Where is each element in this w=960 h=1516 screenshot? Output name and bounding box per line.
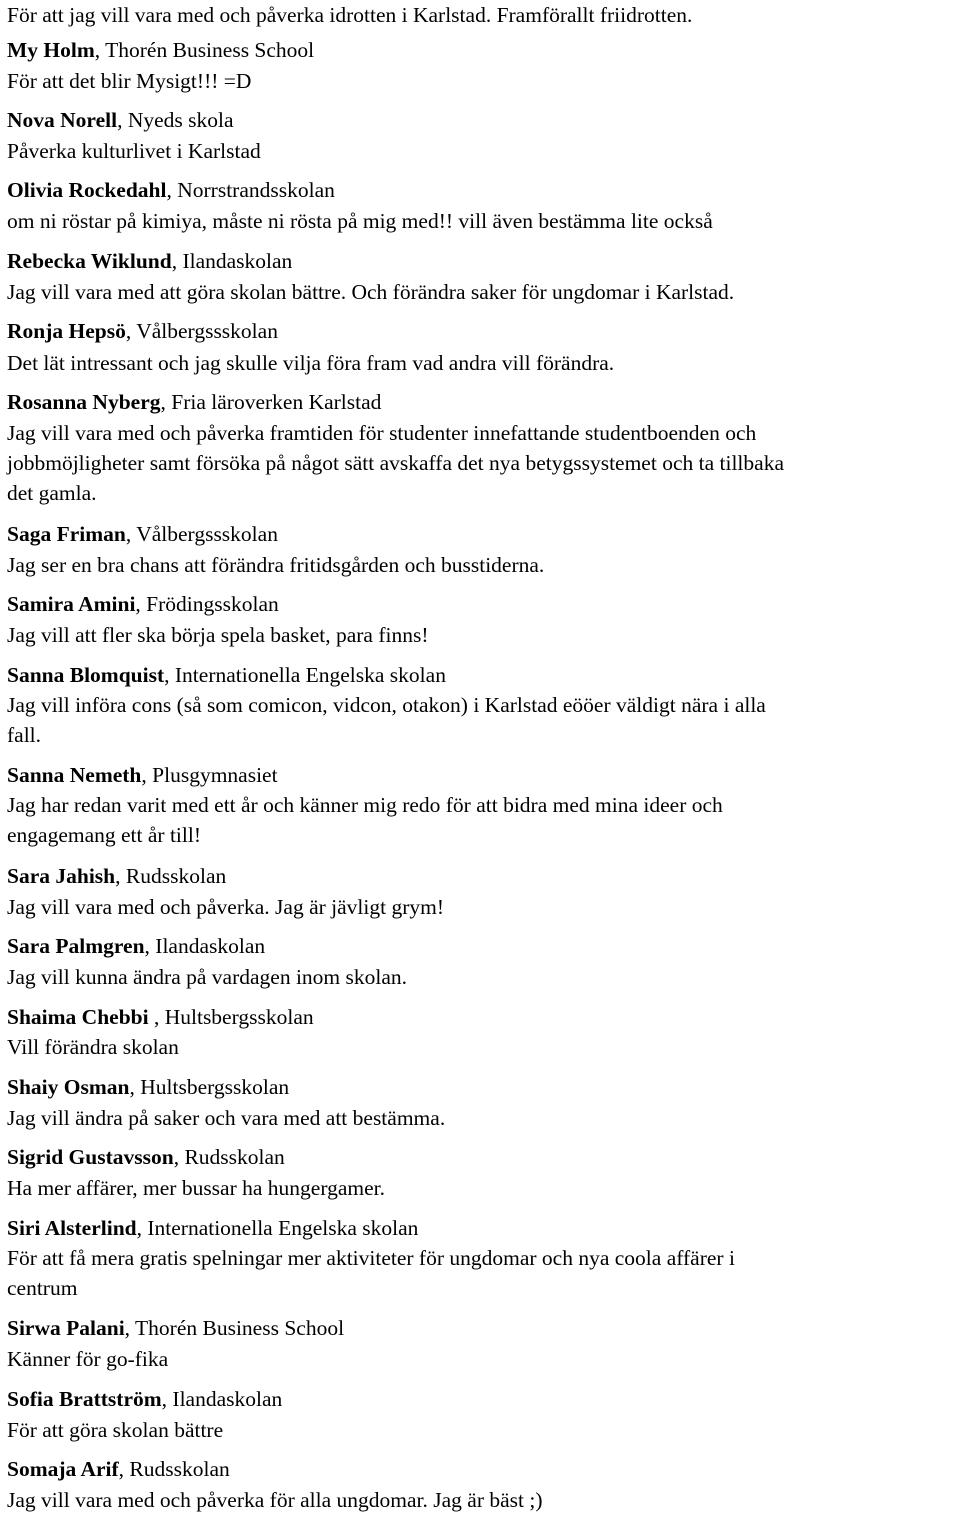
school-name: , Vålbergssskolan [125, 319, 278, 343]
motivation-text: engagemang ett år till! [7, 823, 202, 847]
candidate-name: Olivia Rockedahl [7, 178, 167, 202]
motivation-text: fall. [7, 723, 42, 747]
candidate-name: Samira Amini [7, 592, 136, 616]
school-name: , Vålbergssskolan [125, 522, 278, 546]
school-name: , Fria läroverken Karlstad [160, 390, 382, 414]
candidate-name: Sigrid Gustavsson [7, 1145, 174, 1169]
entry-header [7, 1313, 344, 1343]
motivation-text: För att göra skolan bättre [7, 1418, 224, 1442]
entry-header [7, 105, 234, 135]
candidate-name: Sara Palmgren [7, 934, 145, 958]
school-name: , Plusgymnasiet [141, 763, 278, 787]
school-name: , Hultsbergsskolan [148, 1005, 314, 1029]
motivation-text: Jag vill införa cons (så som comicon, vidcon, otakon) i Karlstad eööer väldigt nära i alla [7, 693, 766, 717]
school-name: , Rudsskolan [173, 1145, 285, 1169]
school-name: , Frödingsskolan [135, 592, 279, 616]
entry-header [7, 35, 314, 65]
candidate-name: Ronja Hepsö [7, 319, 126, 343]
motivation-text: jobbmöjligheter samt försöka på något sätt avskaffa det nya betygssystemet och ta tillbaka [7, 451, 784, 475]
motivation-text: Ha mer affärer, mer bussar ha hungergamer. [7, 1176, 386, 1200]
motivation-text: Jag vill vara med och påverka för alla ungdomar. Jag är bäst ;) [7, 1488, 543, 1512]
school-name: , Ilandaskolan [171, 249, 293, 273]
motivation-text: För att det blir Mysigt!!! =D [7, 69, 252, 93]
school-name: , Internationella Engelska skolan [136, 1216, 419, 1240]
candidate-name: Sanna Nemeth [7, 763, 142, 787]
motivation-text: Jag vill ändra på saker och vara med att bestämma. [7, 1106, 446, 1130]
school-name: , Ilandaskolan [144, 934, 266, 958]
candidate-name: Siri Alsterlind [7, 1216, 137, 1240]
entry-header [7, 931, 265, 961]
entry-header [7, 387, 381, 417]
entry-header [7, 589, 279, 619]
entry-header [7, 760, 278, 790]
candidate-name: Shaima Chebbi [7, 1005, 149, 1029]
school-name: , Thorén Business School [94, 38, 315, 62]
entry-header [7, 246, 292, 276]
school-name: , Nyeds skola [117, 108, 234, 132]
motivation-text: Det lät intressant och jag skulle vilja föra fram vad andra vill förändra. [7, 351, 615, 375]
motivation-text: Jag vill vara med att göra skolan bättre. Och förändra saker för ungdomar i Karlstad. [7, 280, 735, 304]
motivation-text: Jag vill vara med och påverka framtiden för studenter innefattande studentboenden och [7, 421, 757, 445]
motivation-text: Jag vill att fler ska börja spela basket, para finns! [7, 623, 429, 647]
candidate-name: Saga Friman [7, 522, 126, 546]
entry-header [7, 660, 446, 690]
school-name: , Hultsbergsskolan [129, 1075, 290, 1099]
motivation-text: Jag vill vara med och påverka. Jag är jävligt grym! [7, 895, 445, 919]
candidate-name: Rebecka Wiklund [7, 249, 172, 273]
school-name: , Rudsskolan [118, 1457, 230, 1481]
entry-header [7, 1072, 289, 1102]
motivation-text: Påverka kulturlivet i Karlstad [7, 139, 261, 163]
candidate-name: My Holm [7, 38, 95, 62]
school-name: , Rudsskolan [115, 864, 227, 888]
entry-header [7, 1454, 230, 1484]
candidate-name: Sofia Brattström [7, 1387, 162, 1411]
candidate-name: Rosanna Nyberg [7, 390, 161, 414]
school-name: , Thorén Business School [124, 1316, 345, 1340]
entry-header [7, 175, 335, 205]
candidate-name: Nova Norell [7, 108, 118, 132]
candidate-name: Somaja Arif [7, 1457, 119, 1481]
entry-header [7, 1213, 418, 1243]
entry-header [7, 861, 226, 891]
school-name: , Internationella Engelska skolan [164, 663, 446, 687]
motivation-text: För att jag vill vara med och påverka idrotten i Karlstad. Framförallt friidrotten. [7, 3, 693, 27]
motivation-text: Känner för go-fika [7, 1347, 169, 1371]
entry-header [7, 316, 278, 346]
school-name: , Norrstrandsskolan [166, 178, 335, 202]
entry-header [7, 1142, 285, 1172]
entry-header [7, 519, 278, 549]
motivation-text: För att få mera gratis spelningar mer aktiviteter för ungdomar och nya coola affärer i [7, 1246, 735, 1270]
motivation-text: Jag ser en bra chans att förändra fritidsgården och busstiderna. [7, 553, 545, 577]
motivation-text: centrum [7, 1276, 78, 1300]
school-name: , Ilandaskolan [161, 1387, 283, 1411]
motivation-text: om ni röstar på kimiya, måste ni rösta på mig med!! vill även bestämma lite också [7, 209, 713, 233]
motivation-text: Jag vill kunna ändra på vardagen inom skolan. [7, 965, 408, 989]
candidate-name: Sanna Blomquist [7, 663, 165, 687]
entry-header [7, 1384, 282, 1414]
motivation-text: Jag har redan varit med ett år och känner mig redo för att bidra med mina ideer och [7, 793, 723, 817]
candidate-name: Sara Jahish [7, 864, 116, 888]
motivation-text: Vill förändra skolan [7, 1035, 179, 1059]
candidate-name: Sirwa Palani [7, 1316, 125, 1340]
motivation-text: det gamla. [7, 481, 97, 505]
candidate-name: Shaiy Osman [7, 1075, 130, 1099]
entry-header [7, 1002, 314, 1032]
